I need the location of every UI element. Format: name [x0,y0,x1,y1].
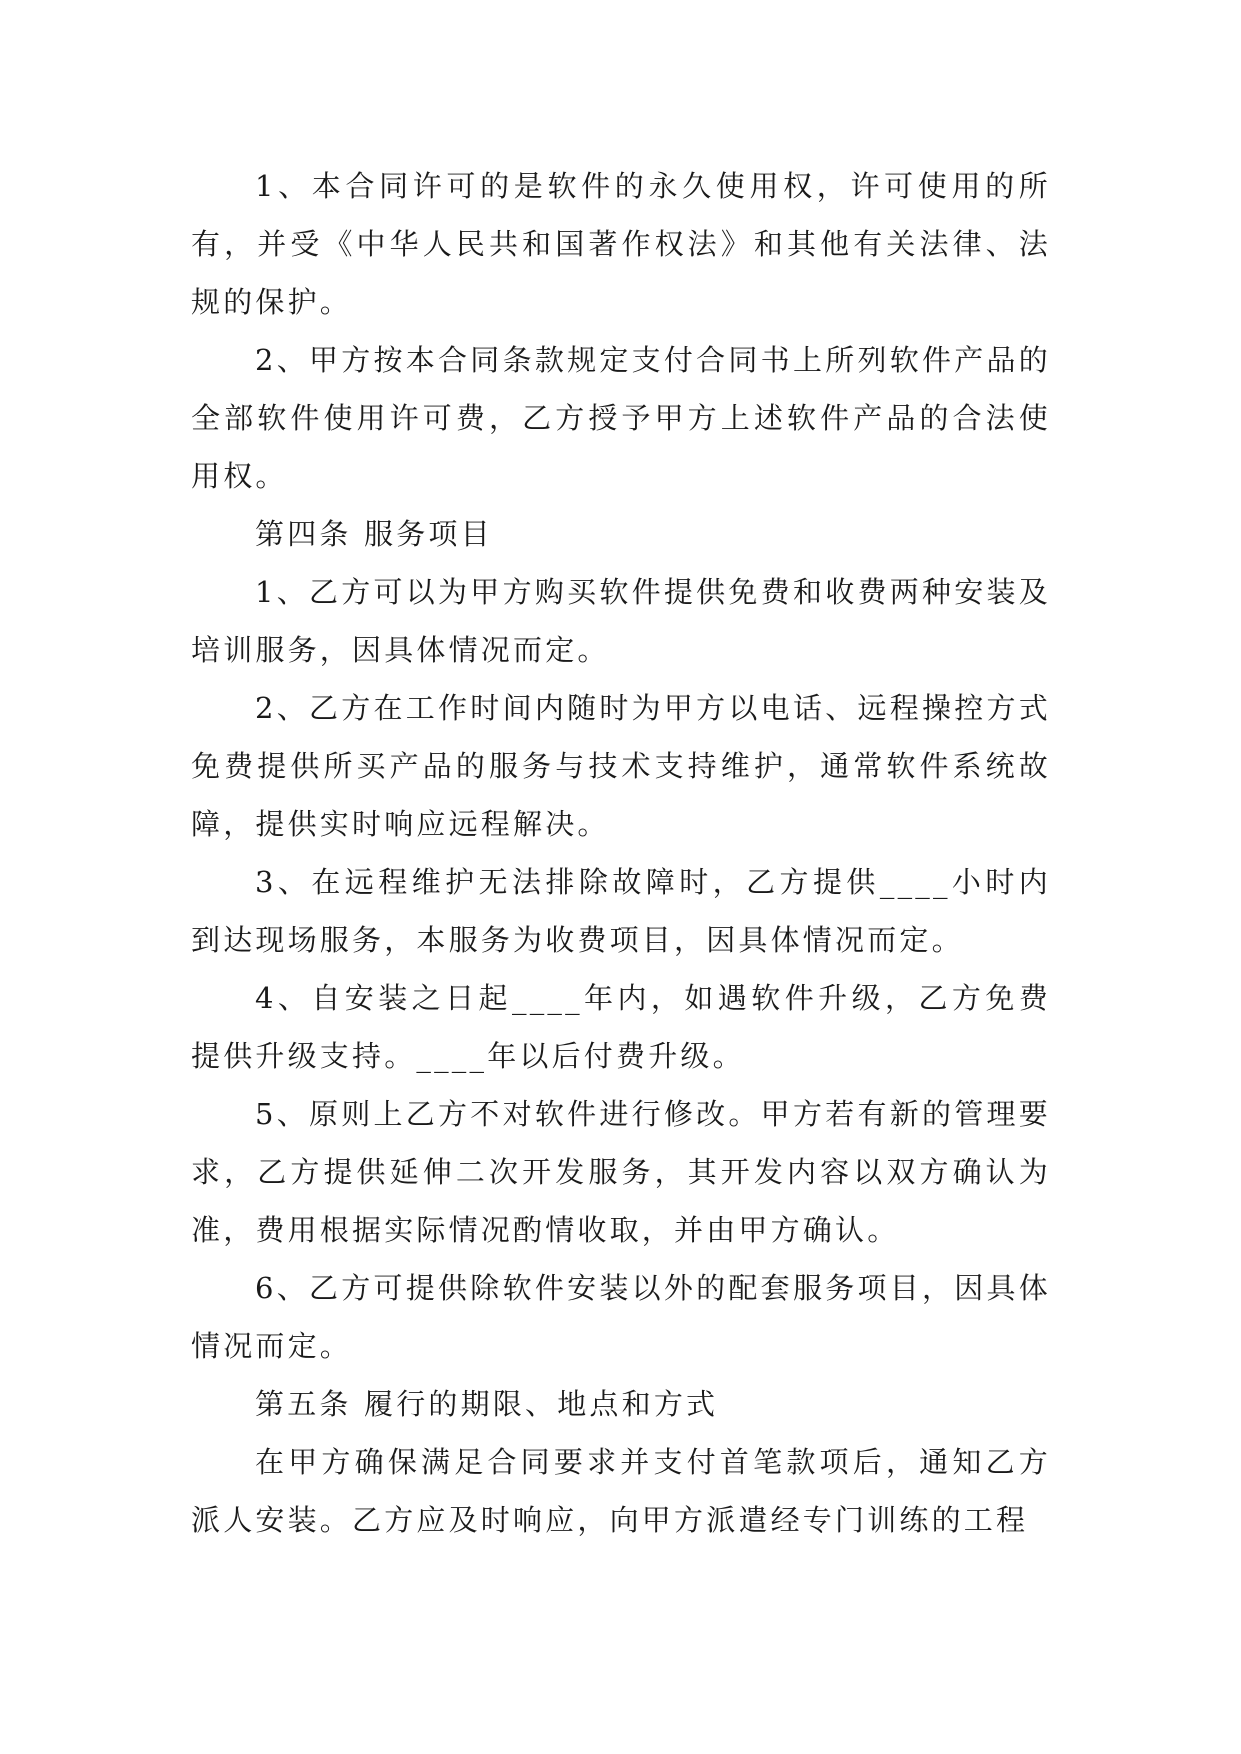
section-heading-performance-terms: 第五条 履行的期限、地点和方式 [255,1387,719,1421]
clause-installation-dispatch: 在甲方确保满足合同要求并支付首笔款项后，通知乙方派人安装。乙方应及时响应，向甲方派遣经专门训练的工程 [191,1445,1051,1537]
section-heading-service-items: 第四条 服务项目 [255,517,493,551]
clause-upgrade-support: 4、自安装之日起____年内，如遇软件升级，乙方免费提供升级支持。____年以后付费升级。 [191,981,1051,1073]
clause-license-permanent-use: 1、本合同许可的是软件的永久使用权，许可使用的所有，并受《中华人民共和国著作权法》和其他有关法律、法规的保护。 [191,169,1051,319]
clause-remote-support: 2、乙方在工作时间内随时为甲方以电话、远程操控方式免费提供所买产品的服务与技术支持维护，通常软件系统故障，提供实时响应远程解决。 [191,691,1051,841]
document-body [191,157,1051,1549]
clause-installation-training: 1、乙方可以为甲方购买软件提供免费和收费两种安装及培训服务，因具体情况而定。 [191,575,1051,667]
clause-secondary-development: 5、原则上乙方不对软件进行修改。甲方若有新的管理要求，乙方提供延伸二次开发服务，其开发内容以双方确认为准，费用根据实际情况酌情收取，并由甲方确认。 [191,1097,1051,1247]
clause-license-fee: 2、甲方按本合同条款规定支付合同书上所列软件产品的全部软件使用许可费，乙方授予甲方上述软件产品的合法使用权。 [191,343,1051,493]
clause-supporting-services: 6、乙方可提供除软件安装以外的配套服务项目，因具体情况而定。 [191,1271,1051,1363]
clause-onsite-service: 3、在远程维护无法排除故障时，乙方提供____小时内到达现场服务，本服务为收费项目，因具体情况而定。 [191,865,1051,957]
